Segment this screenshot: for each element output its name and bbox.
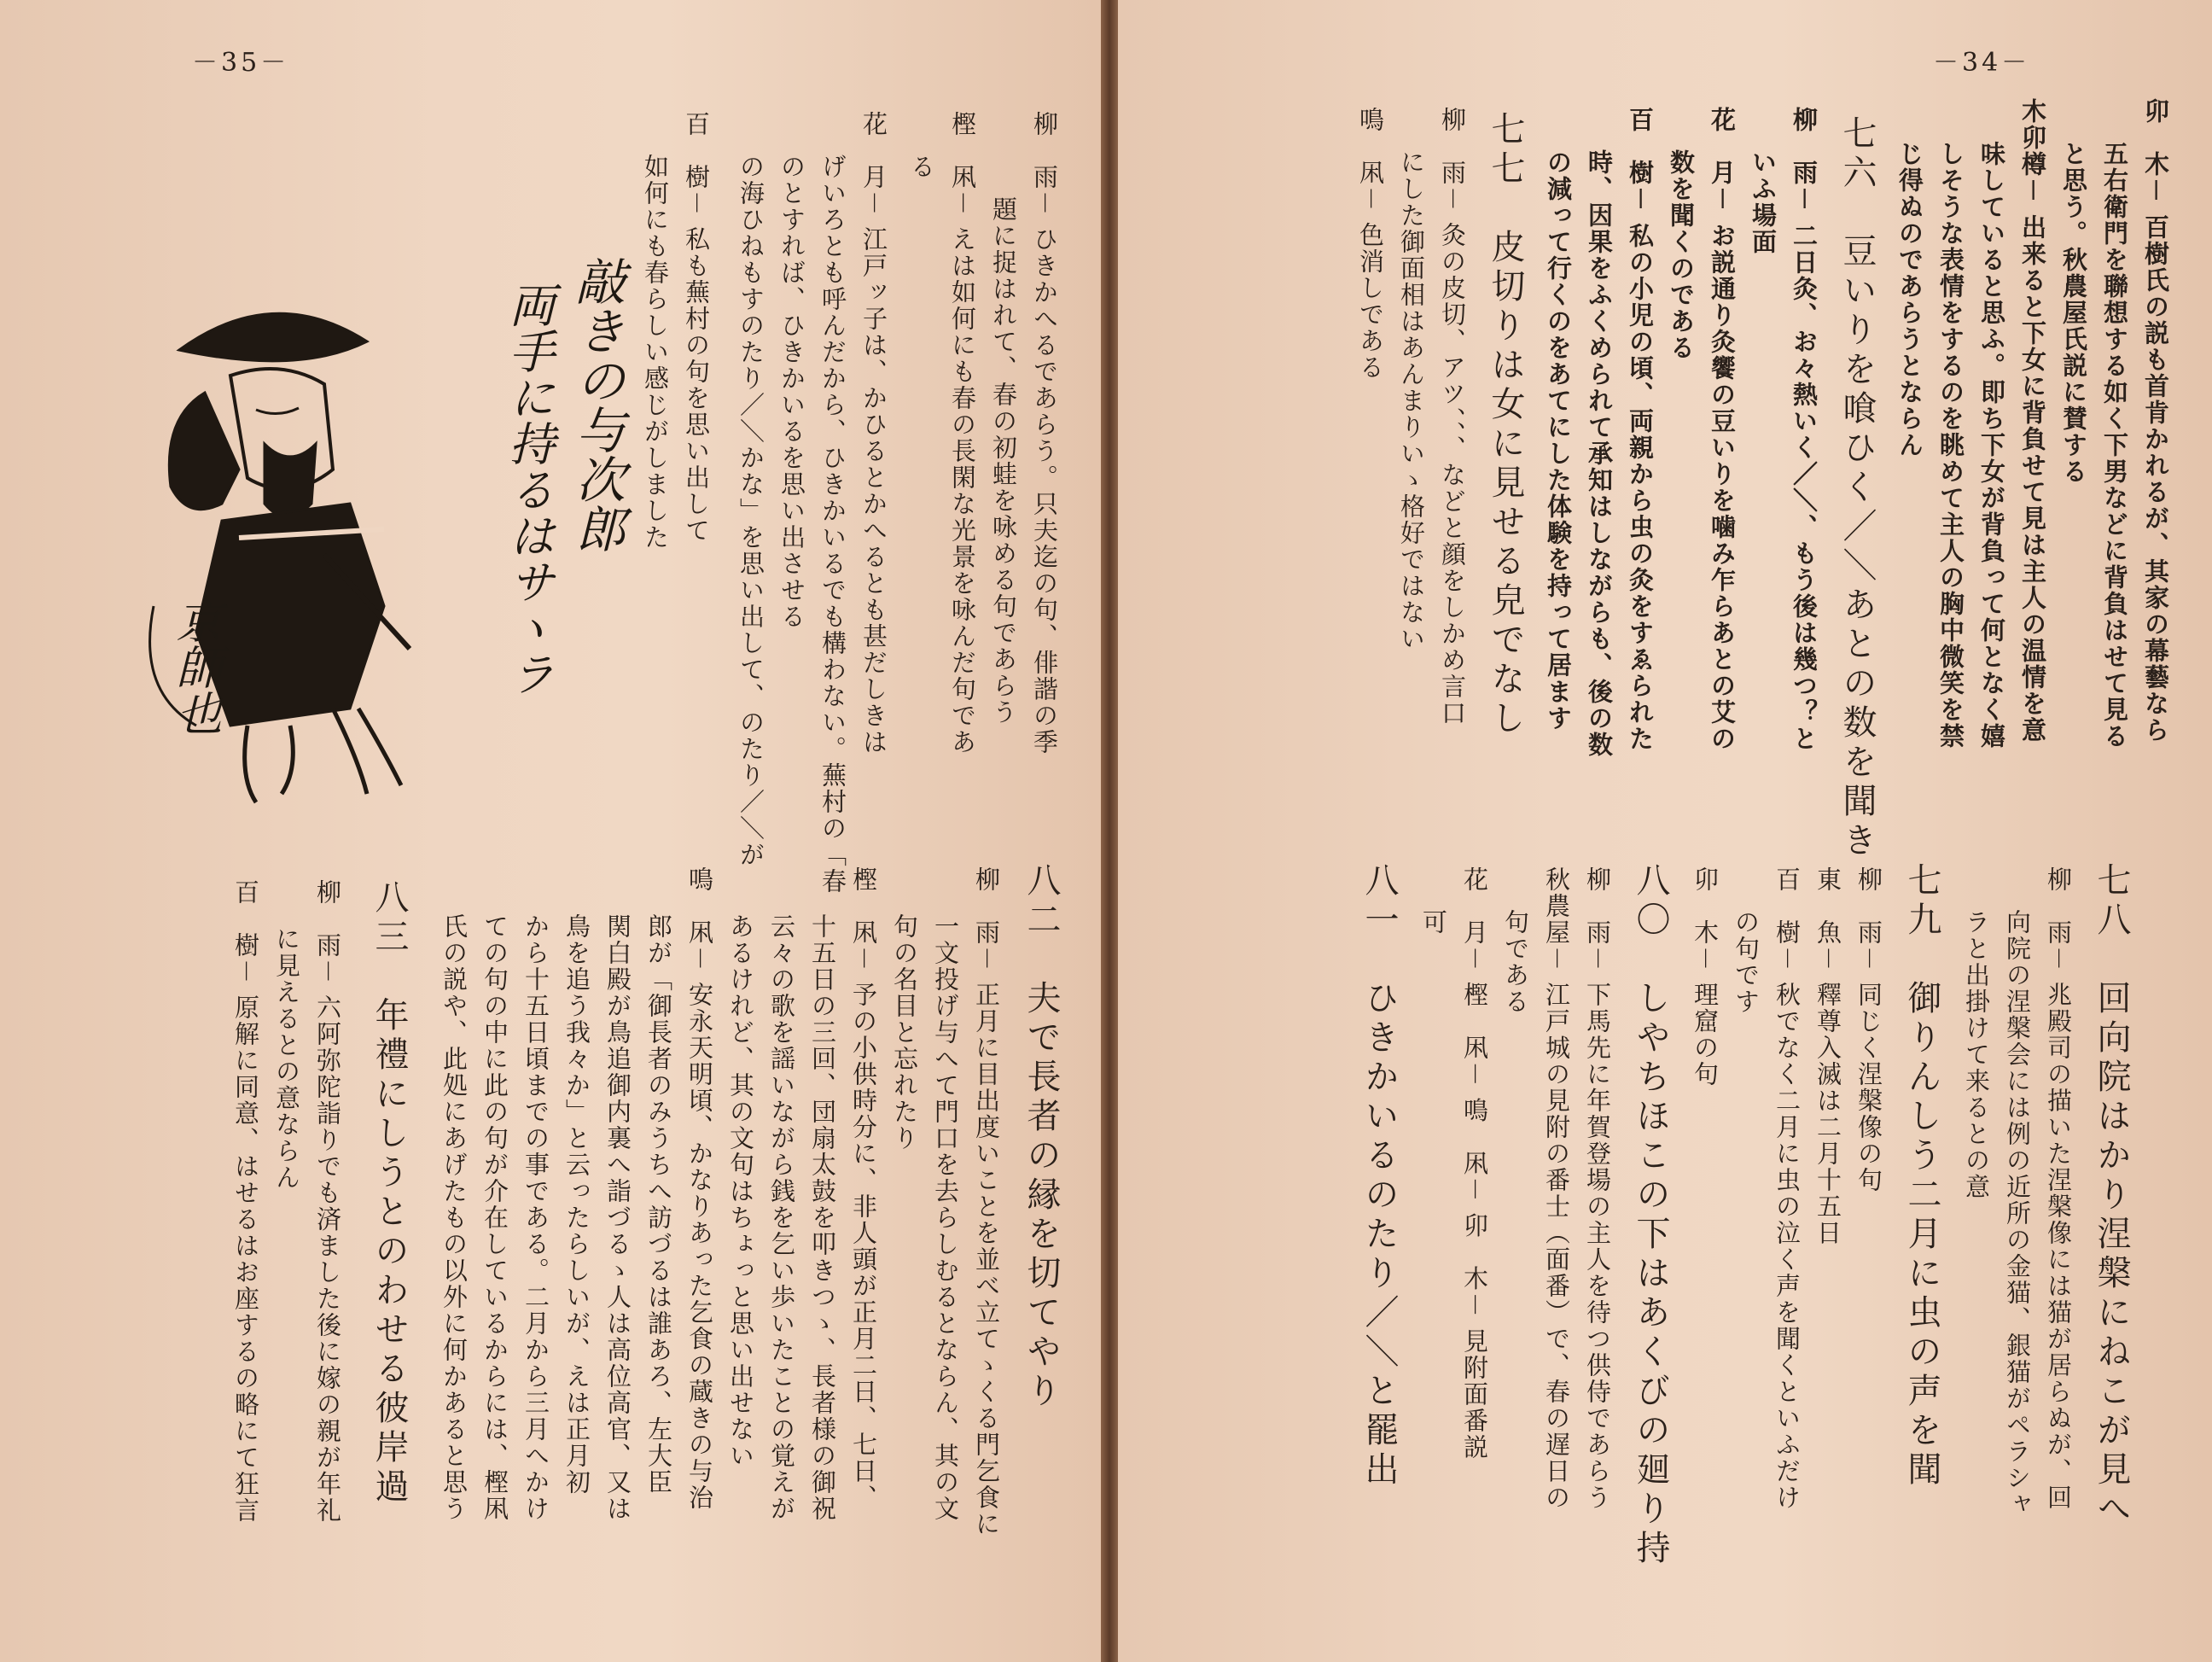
page-number: －35－ — [192, 48, 290, 78]
commentary-line: 百 樹－ 秋でなく二月に虫の泣く声を聞くといふだけ — [1773, 866, 1802, 1512]
book-gutter — [1101, 0, 1118, 1662]
page-number: －34－ — [1933, 48, 2031, 78]
commentary-line: 一文投げ与へて門口を去らしむるとならん、其の文 — [931, 913, 960, 1522]
commentary-line: あるけれど、其の文句はちょっと思い出せない — [726, 913, 755, 1469]
commentary-line: 云々の歌を謡いながら銭を乞い歩いたことの覚えが — [767, 913, 796, 1522]
illustration-caption: 両手に持るはサヽラ — [502, 282, 556, 697]
commentary-line: のとすれば、ひきかいるを思い出させる — [777, 154, 806, 630]
commentary-line: 柳 雨－ 二日灸、お々熱いく／＼、もう後は幾つ？と — [1790, 107, 1819, 753]
commentary-line: ての句の中に此の句が介在しているからには、樫凩 — [480, 913, 509, 1522]
commentary-line: 柳 雨－ 灸の皮切、アツ、、、などと顔をしかめ言口 — [1438, 107, 1467, 727]
senryu-verse-heading: 八三 年禮にしうとのわせる彼岸過 — [370, 879, 409, 1507]
senryu-verse-heading: 七六 豆いりを喰ひく／＼あとの数を聞き — [1837, 115, 1877, 861]
commentary-line: 卯 木－ 理窟の句 — [1691, 866, 1720, 1088]
senryu-verse-heading: 八二 夫で長者の縁を切てやり — [1022, 862, 1061, 1412]
commentary-line: の海ひねもすのたり／＼かな」を思い出して、のたり／＼が — [736, 154, 765, 868]
commentary-line: る — [907, 154, 936, 180]
commentary-line: げいろとも呼んだから、ひきかいるでも構わない。蕪村の「春 — [818, 154, 847, 895]
illustration-title: 敲きの与次郎 — [568, 256, 626, 553]
commentary-line: しそうな表情をするのを眺めて主人の胸中微笑を禁 — [1936, 141, 1965, 749]
commentary-line: 五右衛門を聯想する如く下男などに背負はせて見る — [2100, 141, 2129, 749]
senryu-verse-heading: 八〇 しやちほこの下はあくびの廻り持 — [1631, 862, 1670, 1569]
commentary-line: の句です — [1732, 909, 1761, 1015]
commentary-line: 柳 雨－ ひきかへるであらう。只夫迄の句、俳諧の季 — [1030, 111, 1059, 756]
commentary-line: にした御面相はあんまりいゝ格好ではない — [1397, 149, 1426, 652]
commentary-line: の減って行くのをあてにした体験を持って居ます — [1544, 149, 1573, 732]
commentary-line: 木卯樽－ 出来ると下女に背負せて見は主人の温情を意 — [2018, 98, 2047, 744]
senryu-verse-heading: 八一 ひきかいるのたり／＼と罷出 — [1359, 862, 1399, 1490]
commentary-line: 柳 雨－ 正月に目出度いことを並べ立てゝくる門乞食に — [972, 866, 1001, 1538]
commentary-line: 鳴 凩－ 安永天明頃、かなりあった乞食の蔵きの与治 — [685, 866, 714, 1512]
commentary-line: 秋農屋－ 江戸城の見附の番士（面番）で、春の遅日の — [1542, 866, 1571, 1512]
artist-signature: 京師也 — [169, 598, 223, 736]
commentary-line: いふ場面 — [1749, 149, 1778, 255]
commentary-line: 句である — [1501, 909, 1530, 1015]
commentary-line: から十五日頃までの事である。二月から三月へかけ — [521, 913, 550, 1522]
commentary-line: 句の名目と忘れたり — [890, 913, 919, 1152]
commentary-line: 柳 雨－ 六阿弥陀詣りでも済ました後に嫁の親が年礼 — [313, 879, 342, 1525]
commentary-line: 郎が「御長者のみうちへ訪づるは誰あろ、左大臣 — [644, 913, 673, 1496]
commentary-line: 向院の涅槃会には例の近所の金猫、銀猫がペラシャ — [2003, 909, 2032, 1518]
commentary-line: 花 月－ 江戸ッ子は、かひるとかへるとも甚だしきは — [859, 111, 888, 756]
commentary-line: 数を聞くのである — [1667, 149, 1696, 361]
commentary-line: じ得ぬのであらうとならん — [1895, 141, 1924, 458]
commentary-line: 柳 雨－ 兆殿司の描いた涅槃像には猫が居らぬが、回 — [2044, 866, 2073, 1512]
left-page — [0, 0, 1101, 1662]
commentary-line: 時、因果をふくめられて承知はしながらも、後の数 — [1585, 149, 1614, 758]
senryu-verse-heading: 七九 御りんしう二月に虫の声を聞 — [1902, 862, 1941, 1490]
commentary-line: と思う。秋農屋氏説に賛する — [2059, 141, 2088, 485]
commentary-line: 味していると思ふ。即ち下女が背負って何となく嬉 — [1977, 141, 2006, 749]
commentary-line: 鳴 凩－ 色消しである — [1356, 107, 1385, 382]
commentary-line: 百 樹－ 私の小児の頃、両親から虫の灸をすゑられた — [1626, 107, 1655, 753]
commentary-line: 如何にも春らしい感じがしました — [641, 154, 670, 551]
right-page — [1118, 0, 2212, 1662]
senryu-verse-heading: 七八 回向院はかり涅槃にねこが見へ — [2092, 862, 2131, 1530]
commentary-line: 十五日の三回、団扇太鼓を叩きつゝ、長者様の御祝 — [808, 913, 837, 1522]
commentary-line: 百 樹－ 原解に同意、はせるはお座するの略にて狂言 — [231, 879, 260, 1525]
commentary-line: 樫 凩－ 予の小供時分に、非人頭が正月二日、七日、 — [849, 866, 878, 1512]
commentary-line: 関白殿が鳥追御内裏へ詣づるゝ人は高位高官、又は — [603, 913, 632, 1522]
commentary-line: 柳 雨－ 下馬先に年賀登場の主人を待つ供侍であらう — [1583, 866, 1612, 1512]
commentary-line: に見えるとの意ならん — [272, 926, 301, 1191]
commentary-line: 卯 木－ 百樹氏の説も首肯かれるが、其家の幕藝なら — [2141, 98, 2170, 744]
commentary-line: 題に捉はれて、春の初蛙を咏める句であらう — [989, 196, 1018, 726]
commentary-line: 柳 雨－ 同じく涅槃像の句 — [1854, 866, 1883, 1194]
commentary-line: 可 — [1419, 909, 1448, 936]
senryu-verse-heading: 七七 皮切りは女に見せる皃でなし — [1486, 111, 1525, 739]
commentary-line: 東 魚－ 釋尊入滅は二月十五日 — [1813, 866, 1842, 1247]
commentary-line: 花 月－ 樫 凩－ 鳴 凩－ 卯 木－ 見附面番説 — [1460, 866, 1489, 1461]
commentary-line: 百 樹－ 私も蕪村の句を思い出して — [682, 111, 711, 545]
commentary-line: 樫 凩－ えは如何にも春の長閑な光景を咏んだ句であ — [948, 111, 977, 756]
commentary-line: 花 月－ お説通り灸饗の豆いりを噛み乍らあとの艾の — [1708, 107, 1737, 753]
commentary-line: 鳥を追う我々か」と云ったらしいが、えは正月初 — [562, 913, 591, 1496]
commentary-line: 氏の説や、此処にあげたもの以外に何かあると思う — [439, 913, 469, 1522]
commentary-line: ラと出掛けて来るとの意 — [1962, 909, 1991, 1200]
